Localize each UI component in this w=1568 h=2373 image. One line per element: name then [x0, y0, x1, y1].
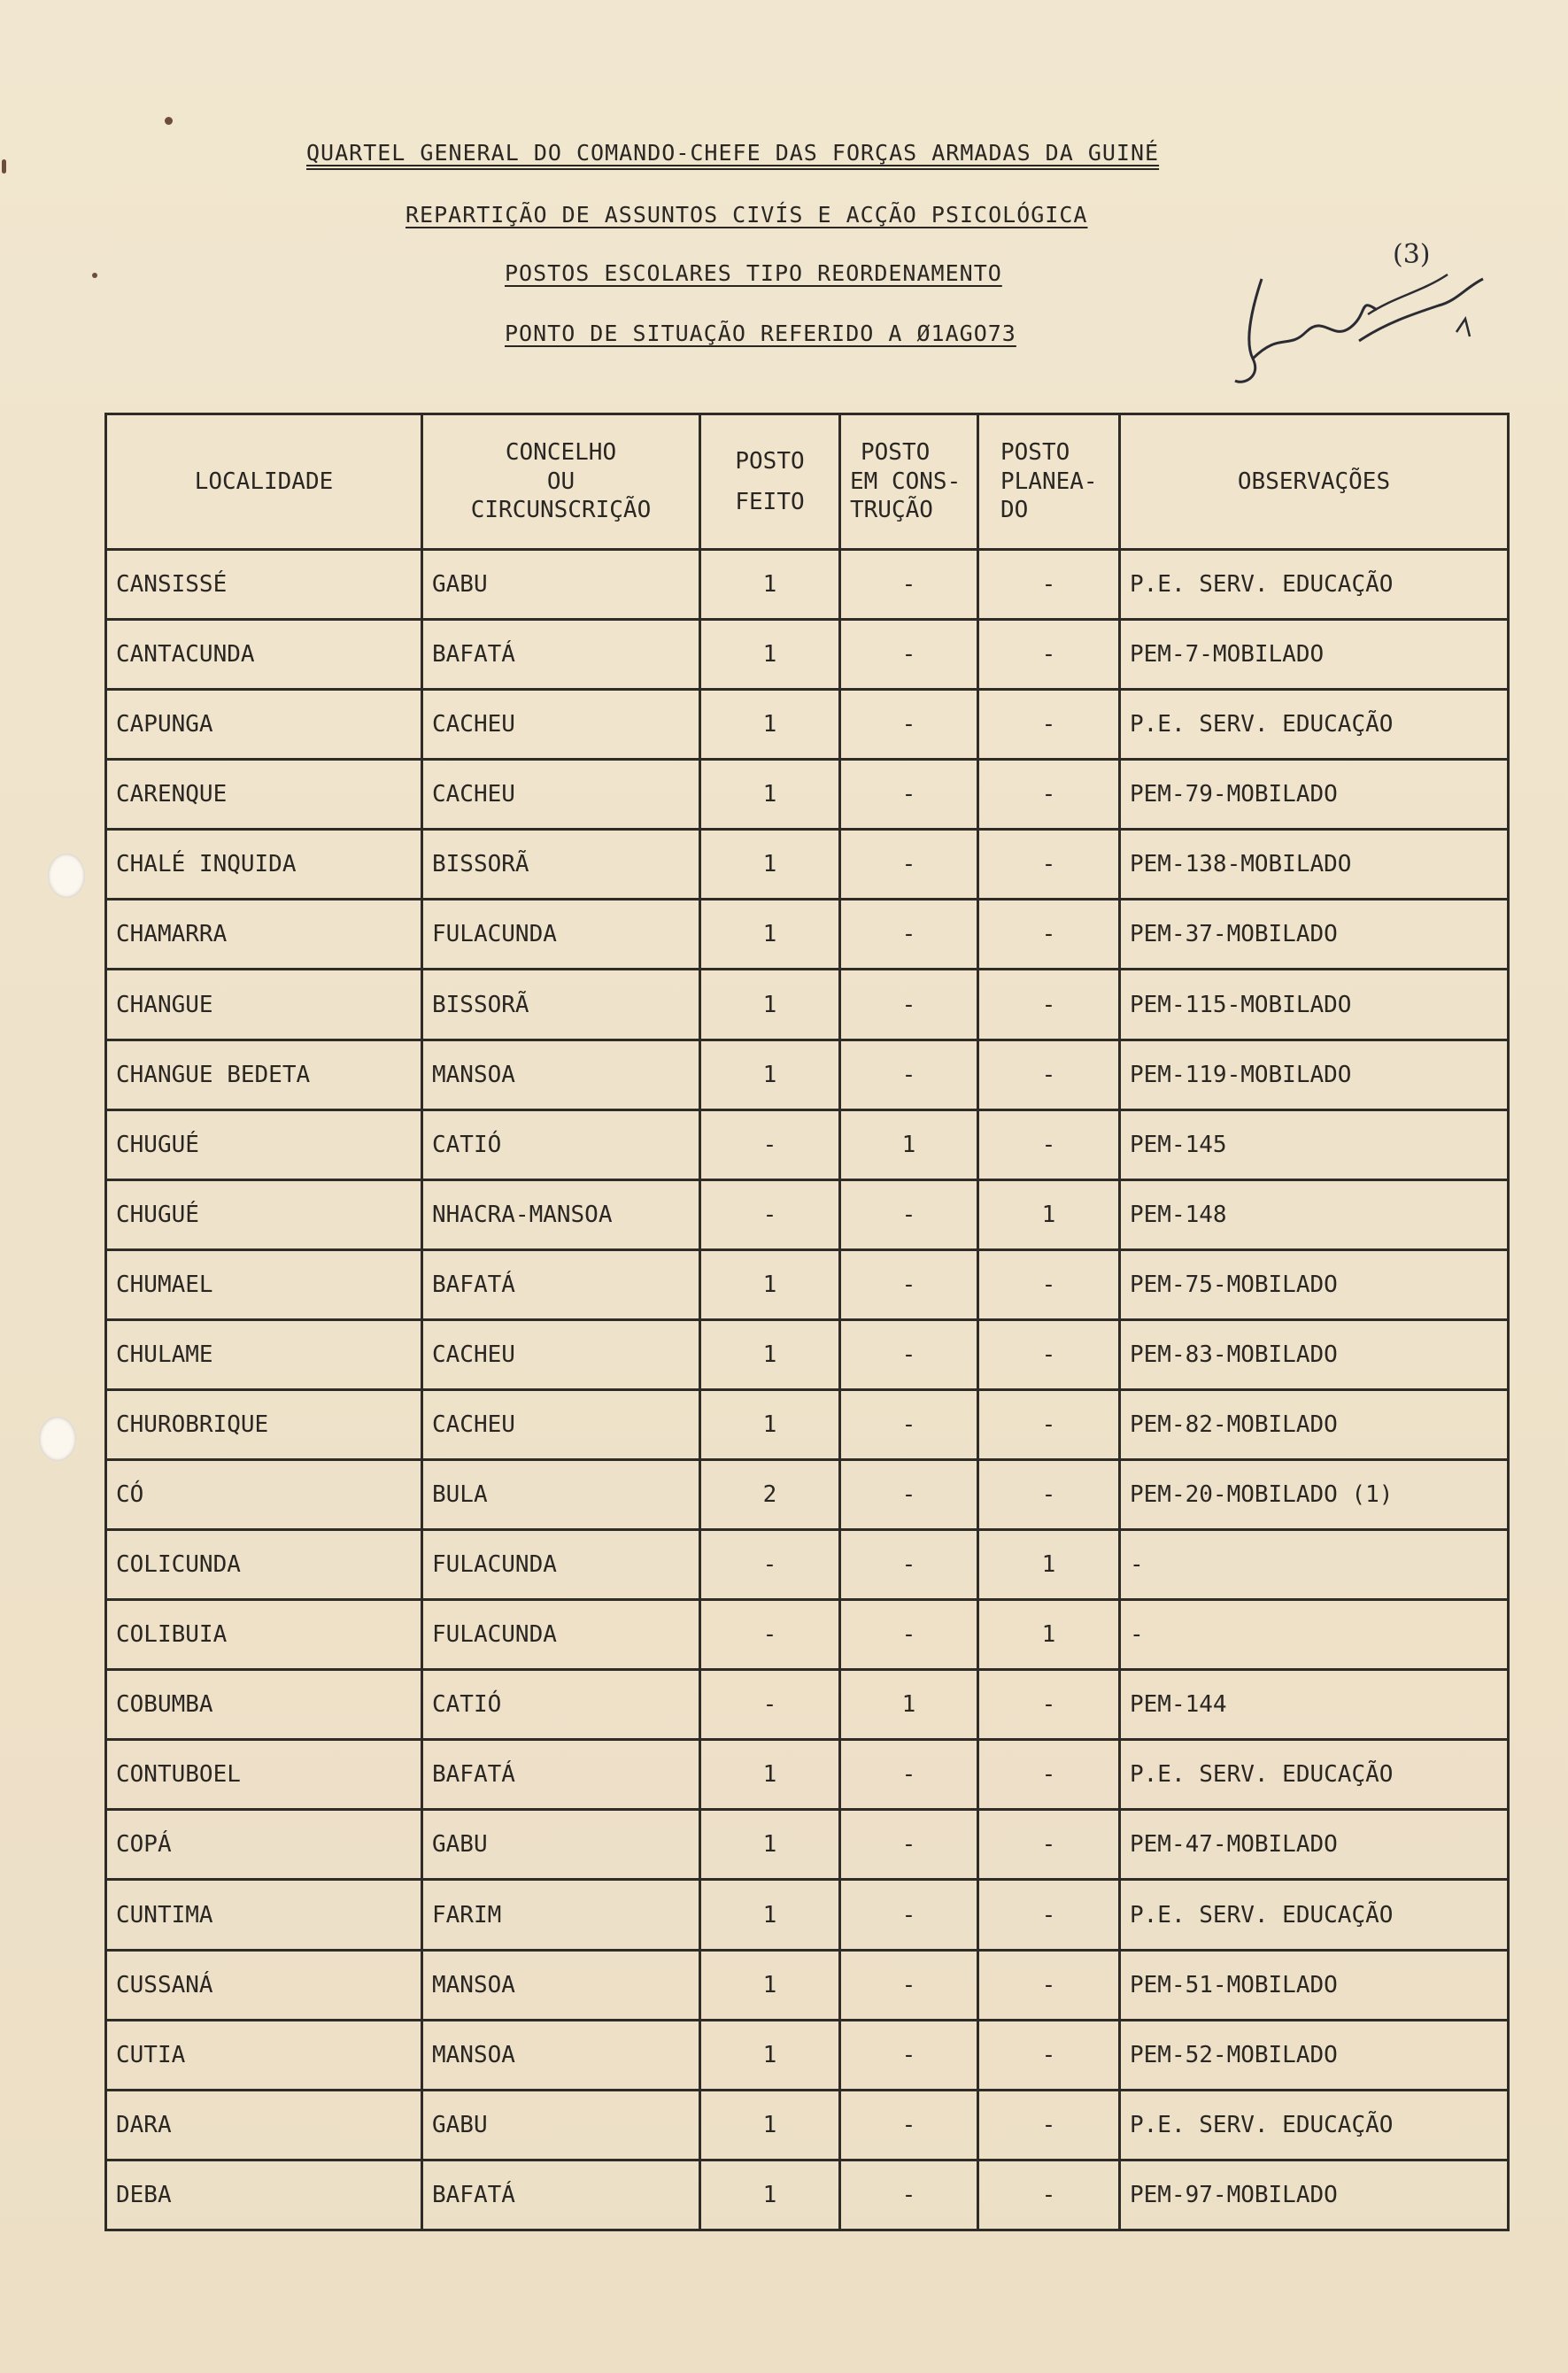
cell-posto-construcao: -	[840, 2020, 978, 2090]
header-concelho-l1: CONCELHO	[505, 439, 617, 467]
cell-posto-feito: 1	[700, 550, 840, 620]
cell-concelho: BAFATÁ	[422, 620, 700, 690]
cell-posto-planeado: -	[978, 620, 1120, 690]
cell-posto-construcao: -	[840, 1460, 978, 1530]
cell-posto-construcao: -	[840, 1810, 978, 1880]
cell-observacoes: -	[1120, 1530, 1509, 1600]
cell-localidade: CHANGUE	[106, 970, 422, 1040]
cell-posto-feito: 1	[700, 2090, 840, 2160]
cell-concelho: FULACUNDA	[422, 900, 700, 970]
cell-posto-planeado: -	[978, 1109, 1120, 1179]
cell-posto-planeado: -	[978, 970, 1120, 1040]
table-row	[106, 620, 1509, 690]
cell-concelho: GABU	[422, 550, 700, 620]
cell-posto-construcao: -	[840, 1740, 978, 1810]
cell-posto-feito: 1	[700, 1249, 840, 1319]
cell-localidade: CHUGUÉ	[106, 1109, 422, 1179]
cell-localidade: CARENQUE	[106, 760, 422, 830]
cell-posto-planeado: -	[978, 2160, 1120, 2230]
cell-localidade: COLIBUIA	[106, 1600, 422, 1670]
cell-localidade: CHALÉ INQUIDA	[106, 830, 422, 900]
cell-observacoes: PEM-97-MOBILADO	[1120, 2160, 1509, 2230]
cell-concelho: GABU	[422, 2090, 700, 2160]
punch-hole-top	[48, 854, 85, 898]
cell-observacoes: PEM-82-MOBILADO	[1120, 1389, 1509, 1459]
table-row	[106, 1460, 1509, 1530]
table-body	[106, 550, 1509, 2230]
table-row	[106, 1389, 1509, 1459]
cell-posto-construcao: 1	[840, 1670, 978, 1740]
cell-localidade: CAPUNGA	[106, 690, 422, 760]
header-planeado-l2: PLANEA-	[1000, 468, 1098, 495]
header-posto-planeado	[978, 414, 1120, 550]
cell-localidade: DEBA	[106, 2160, 422, 2230]
cell-posto-feito: 1	[700, 1389, 840, 1459]
cell-concelho: BAFATÁ	[422, 1740, 700, 1810]
cell-localidade: CÓ	[106, 1460, 422, 1530]
cell-posto-planeado: -	[978, 830, 1120, 900]
table-row	[106, 1880, 1509, 1950]
header-planeado-l3: DO	[1000, 497, 1029, 524]
cell-posto-construcao: -	[840, 1530, 978, 1600]
cell-localidade: CHAMARRA	[106, 900, 422, 970]
table-header-row	[106, 414, 1509, 550]
cell-posto-construcao: 1	[840, 1109, 978, 1179]
table-row	[106, 1040, 1509, 1109]
cell-concelho: CACHEU	[422, 760, 700, 830]
cell-posto-feito: 1	[700, 2160, 840, 2230]
cell-localidade: CUSSANÁ	[106, 1950, 422, 2020]
cell-posto-construcao: -	[840, 1040, 978, 1109]
cell-posto-feito: -	[700, 1109, 840, 1179]
table-row	[106, 1600, 1509, 1670]
cell-localidade: CANTACUNDA	[106, 620, 422, 690]
cell-posto-planeado: -	[978, 1319, 1120, 1389]
cell-posto-construcao: -	[840, 690, 978, 760]
cell-posto-construcao: -	[840, 2160, 978, 2230]
cell-posto-feito: 1	[700, 690, 840, 760]
cell-observacoes: PEM-79-MOBILADO	[1120, 760, 1509, 830]
header-construcao-l1: POSTO	[861, 439, 931, 467]
header-localidade: LOCALIDADE	[106, 414, 422, 550]
cell-observacoes: PEM-51-MOBILADO	[1120, 1950, 1509, 2020]
cell-posto-construcao: -	[840, 760, 978, 830]
cell-posto-planeado: -	[978, 1670, 1120, 1740]
cell-posto-planeado: -	[978, 690, 1120, 760]
header-concelho	[422, 414, 700, 550]
header-concelho-l2: OU	[546, 468, 575, 495]
cell-observacoes: P.E. SERV. EDUCAÇÃO	[1120, 550, 1509, 620]
cell-concelho: MANSOA	[422, 2020, 700, 2090]
paper-speck	[165, 117, 173, 125]
header-observacoes: OBSERVAÇÕES	[1120, 414, 1509, 550]
cell-observacoes: P.E. SERV. EDUCAÇÃO	[1120, 1880, 1509, 1950]
cell-observacoes: PEM-148	[1120, 1179, 1509, 1249]
header-concelho-l3: CIRCUNSCRIÇÃO	[470, 497, 652, 524]
cell-concelho: FARIM	[422, 1880, 700, 1950]
table-row	[106, 830, 1509, 900]
cell-observacoes: PEM-144	[1120, 1670, 1509, 1740]
annotation-number: (3)	[1393, 239, 1431, 270]
table-row	[106, 1530, 1509, 1600]
cell-posto-construcao: -	[840, 1389, 978, 1459]
cell-localidade: CHANGUE BEDETA	[106, 1040, 422, 1109]
cell-posto-planeado: 1	[978, 1179, 1120, 1249]
table-row	[106, 1950, 1509, 2020]
schools-table	[104, 413, 1507, 2231]
header-feito-l2: FEITO	[735, 489, 805, 515]
table-row	[106, 1670, 1509, 1740]
cell-concelho: BISSORÃ	[422, 830, 700, 900]
cell-concelho: BAFATÁ	[422, 2160, 700, 2230]
cell-posto-feito: 2	[700, 1460, 840, 1530]
cell-posto-feito: 1	[700, 620, 840, 690]
cell-localidade: DARA	[106, 2090, 422, 2160]
handwritten-signature	[1226, 226, 1501, 394]
table-row	[106, 2090, 1509, 2160]
cell-localidade: CHUGUÉ	[106, 1179, 422, 1249]
table-row	[106, 2160, 1509, 2230]
cell-concelho: BISSORÃ	[422, 970, 700, 1040]
cell-posto-planeado: -	[978, 2020, 1120, 2090]
cell-posto-planeado: -	[978, 1040, 1120, 1109]
cell-posto-construcao: -	[840, 1179, 978, 1249]
cell-posto-feito: 1	[700, 970, 840, 1040]
cell-concelho: FULACUNDA	[422, 1600, 700, 1670]
cell-posto-feito: -	[700, 1530, 840, 1600]
cell-localidade: CHUROBRIQUE	[106, 1389, 422, 1459]
cell-posto-construcao: -	[840, 900, 978, 970]
cell-posto-feito: 1	[700, 2020, 840, 2090]
cell-posto-planeado: 1	[978, 1600, 1120, 1670]
cell-localidade: CHULAME	[106, 1319, 422, 1389]
cell-localidade: CHUMAEL	[106, 1249, 422, 1319]
header-line-1: QUARTEL GENERAL DO COMANDO-CHEFE DAS FORÇAS ARMADAS DA GUINÉ	[306, 140, 1160, 166]
cell-observacoes: -	[1120, 1600, 1509, 1670]
table-row	[106, 690, 1509, 760]
table-row	[106, 1249, 1509, 1319]
cell-posto-construcao: -	[840, 620, 978, 690]
table-row	[106, 1109, 1509, 1179]
cell-posto-construcao: -	[840, 550, 978, 620]
cell-observacoes: PEM-138-MOBILADO	[1120, 830, 1509, 900]
table-row	[106, 1319, 1509, 1389]
table-row	[106, 1740, 1509, 1810]
cell-posto-feito: 1	[700, 1319, 840, 1389]
cell-concelho: CATIÓ	[422, 1109, 700, 1179]
cell-concelho: MANSOA	[422, 1950, 700, 2020]
cell-concelho: GABU	[422, 1810, 700, 1880]
cell-posto-planeado: -	[978, 1389, 1120, 1459]
table-row	[106, 900, 1509, 970]
cell-posto-feito: -	[700, 1670, 840, 1740]
cell-posto-feito: 1	[700, 1040, 840, 1109]
cell-concelho: MANSOA	[422, 1040, 700, 1109]
header-line-2: REPARTIÇÃO DE ASSUNTOS CIVÍS E ACÇÃO PSICOLÓGICA	[406, 202, 1088, 228]
cell-posto-feito: 1	[700, 830, 840, 900]
cell-posto-construcao: -	[840, 830, 978, 900]
cell-posto-planeado: -	[978, 760, 1120, 830]
cell-localidade: COLICUNDA	[106, 1530, 422, 1600]
header-line-3: POSTOS ESCOLARES TIPO REORDENAMENTO	[505, 260, 1002, 286]
table-row	[106, 760, 1509, 830]
cell-observacoes: PEM-119-MOBILADO	[1120, 1040, 1509, 1109]
cell-posto-construcao: -	[840, 1880, 978, 1950]
cell-posto-planeado: -	[978, 1249, 1120, 1319]
cell-posto-feito: 1	[700, 1810, 840, 1880]
cell-posto-planeado: -	[978, 1880, 1120, 1950]
cell-posto-construcao: -	[840, 970, 978, 1040]
cell-posto-construcao: -	[840, 1950, 978, 2020]
cell-observacoes: PEM-145	[1120, 1109, 1509, 1179]
cell-localidade: CANSISSÉ	[106, 550, 422, 620]
cell-observacoes: PEM-75-MOBILADO	[1120, 1249, 1509, 1319]
cell-concelho: NHACRA-MANSOA	[422, 1179, 700, 1249]
cell-observacoes: PEM-115-MOBILADO	[1120, 970, 1509, 1040]
cell-localidade: CUNTIMA	[106, 1880, 422, 1950]
paper-speck	[2, 159, 6, 174]
cell-posto-construcao: -	[840, 1249, 978, 1319]
header-line-4: PONTO DE SITUAÇÃO REFERIDO A Ø1AGO73	[505, 321, 1016, 346]
header-construcao-l2: EM CONS-	[850, 468, 962, 495]
cell-posto-feito: -	[700, 1600, 840, 1670]
header-posto-construcao	[840, 414, 978, 550]
cell-posto-feito: 1	[700, 1950, 840, 2020]
cell-posto-planeado: -	[978, 900, 1120, 970]
table-row	[106, 970, 1509, 1040]
cell-posto-planeado: -	[978, 1810, 1120, 1880]
cell-observacoes: P.E. SERV. EDUCAÇÃO	[1120, 1740, 1509, 1810]
cell-concelho: CACHEU	[422, 690, 700, 760]
header-construcao-l3: TRUÇÃO	[850, 497, 933, 524]
cell-concelho: CACHEU	[422, 1389, 700, 1459]
cell-observacoes: PEM-7-MOBILADO	[1120, 620, 1509, 690]
cell-posto-construcao: -	[840, 1319, 978, 1389]
header-posto-feito	[700, 414, 840, 550]
cell-observacoes: P.E. SERV. EDUCAÇÃO	[1120, 690, 1509, 760]
cell-posto-planeado: 1	[978, 1530, 1120, 1600]
cell-posto-construcao: -	[840, 2090, 978, 2160]
cell-posto-feito: 1	[700, 1880, 840, 1950]
cell-observacoes: PEM-52-MOBILADO	[1120, 2020, 1509, 2090]
cell-posto-construcao: -	[840, 1600, 978, 1670]
cell-posto-planeado: -	[978, 1950, 1120, 2020]
cell-localidade: COPÁ	[106, 1810, 422, 1880]
header-feito-l1: POSTO	[735, 447, 805, 475]
cell-observacoes: PEM-83-MOBILADO	[1120, 1319, 1509, 1389]
cell-concelho: FULACUNDA	[422, 1530, 700, 1600]
cell-observacoes: PEM-20-MOBILADO (1)	[1120, 1460, 1509, 1530]
cell-observacoes: PEM-37-MOBILADO	[1120, 900, 1509, 970]
table-row	[106, 2020, 1509, 2090]
table-row	[106, 1810, 1509, 1880]
cell-posto-feito: 1	[700, 900, 840, 970]
header-planeado-l1: POSTO	[1000, 439, 1070, 467]
cell-observacoes: P.E. SERV. EDUCAÇÃO	[1120, 2090, 1509, 2160]
cell-posto-planeado: -	[978, 2090, 1120, 2160]
table-row	[106, 1179, 1509, 1249]
cell-concelho: CATIÓ	[422, 1670, 700, 1740]
cell-concelho: BULA	[422, 1460, 700, 1530]
cell-posto-feito: 1	[700, 1740, 840, 1810]
cell-posto-planeado: -	[978, 1460, 1120, 1530]
cell-posto-feito: -	[700, 1179, 840, 1249]
cell-posto-planeado: -	[978, 1740, 1120, 1810]
cell-observacoes: PEM-47-MOBILADO	[1120, 1810, 1509, 1880]
cell-posto-feito: 1	[700, 760, 840, 830]
cell-concelho: BAFATÁ	[422, 1249, 700, 1319]
table-row	[106, 550, 1509, 620]
paper-speck	[92, 273, 97, 278]
punch-hole-bottom	[39, 1417, 76, 1461]
cell-posto-planeado: -	[978, 550, 1120, 620]
cell-concelho: CACHEU	[422, 1319, 700, 1389]
cell-localidade: COBUMBA	[106, 1670, 422, 1740]
cell-localidade: CONTUBOEL	[106, 1740, 422, 1810]
cell-localidade: CUTIA	[106, 2020, 422, 2090]
